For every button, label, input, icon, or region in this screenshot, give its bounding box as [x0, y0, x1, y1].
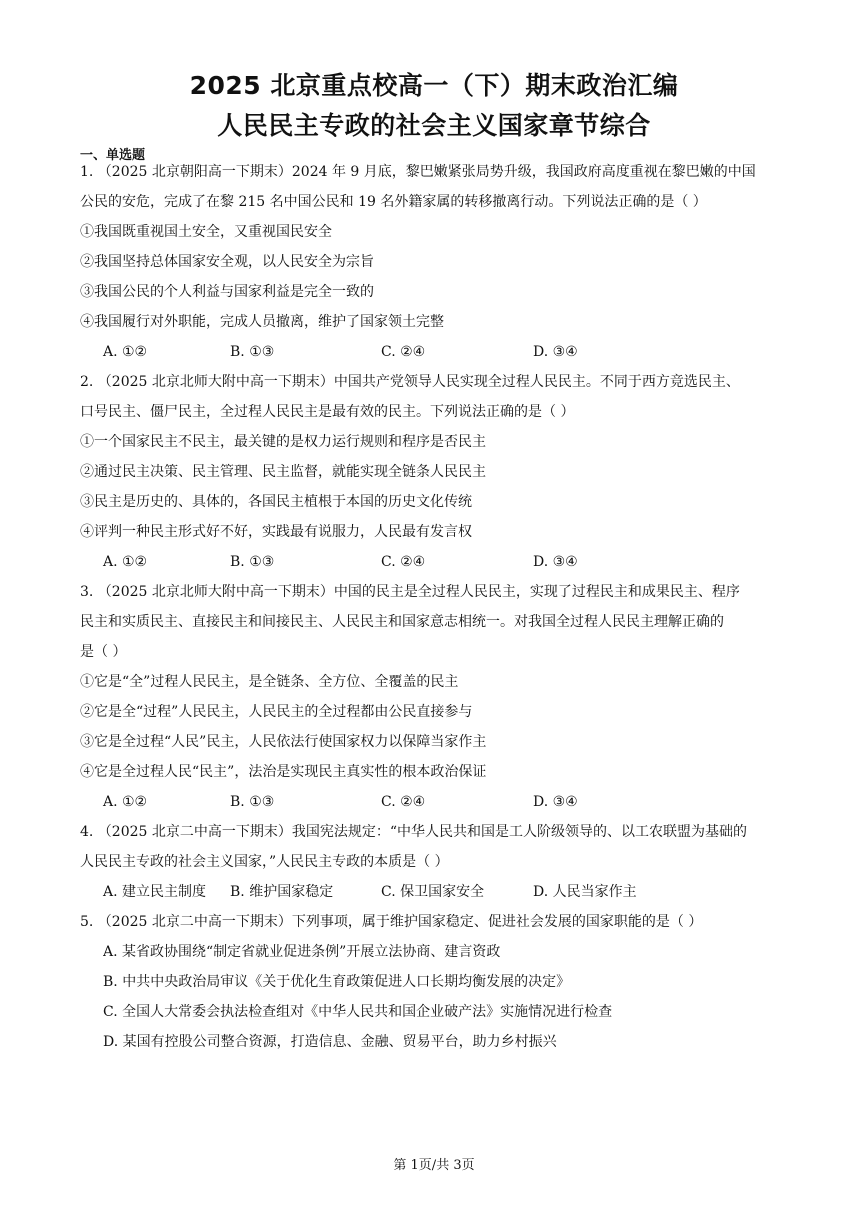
- q3-option-a: A. ①②: [103, 794, 148, 810]
- q1-option-c: C. ②④: [381, 344, 426, 360]
- q2-options: [103, 552, 803, 572]
- q1-statement-3: ③我国公民的个人利益与国家利益是完全一致的: [80, 284, 374, 300]
- q5-option-d: D. 某国有控股公司整合资源，打造信息、金融、贸易平台，助力乡村振兴: [103, 1034, 557, 1050]
- q1-option-b: B. ①③: [230, 344, 275, 360]
- q3-options: [103, 792, 803, 812]
- q2-stem-line-1: 2. （2025 北京北师大附中高一下期末）中国共产党领导人民实现全过程人民民主。不同于西方竞选民主、: [80, 374, 740, 390]
- q4-option-d: D. 人民当家作主: [533, 884, 637, 900]
- q4-stem-line-1: 4. （2025 北京二中高一下期末）我国宪法规定：“中华人民共和国是工人阶级领导的、以工农联盟为基础的: [80, 824, 748, 840]
- q2-option-a: A. ①②: [103, 554, 148, 570]
- q3-statement-3: ③它是全过程“人民”民主，人民依法行使国家权力以保障当家作主: [80, 734, 487, 750]
- q1-stem-line-2: 公民的安危，完成了在黎 215 名中国公民和 19 名外籍家属的转移撤离行动。下列说法正确的是（ ）: [80, 194, 707, 210]
- page-subtitle: 人民民主专政的社会主义国家章节综合: [217, 111, 651, 140]
- q2-statement-1: ①一个国家民主不民主，最关键的是权力运行规则和程序是否民主: [80, 434, 486, 450]
- q3-option-b: B. ①③: [230, 794, 275, 810]
- q5-stem-line-1: 5. （2025 北京二中高一下期末）下列事项，属于维护国家稳定、促进社会发展的国家职能的是（ ）: [80, 914, 703, 930]
- q2-option-c: C. ②④: [381, 554, 426, 570]
- q3-option-c: C. ②④: [381, 794, 426, 810]
- q3-statement-1: ①它是“全”过程人民民主，是全链条、全方位、全覆盖的民主: [80, 674, 459, 690]
- q5-option-b: B. 中共中央政治局审议《关于优化生育政策促进人口长期均衡发展的决定》: [103, 974, 571, 990]
- q2-stem-line-2: 口号民主、僵尸民主，全过程人民民主是最有效的民主。下列说法正确的是（ ）: [80, 404, 575, 420]
- q4-option-b: B. 维护国家稳定: [230, 884, 334, 900]
- page-number-footer: 第 1页/共 3页: [393, 1158, 475, 1173]
- q2-statement-4: ④评判一种民主形式好不好，实践最有说服力，人民最有发言权: [80, 524, 472, 540]
- q4-options: [103, 882, 803, 902]
- q1-statement-4: ④我国履行对外职能，完成人员撤离，维护了国家领土完整: [80, 314, 444, 330]
- q3-option-d: D. ③④: [533, 794, 578, 810]
- q5-option-a: A. 某省政协围绕“制定省就业促进条例”开展立法协商、建言资政: [103, 944, 501, 960]
- q2-option-d: D. ③④: [533, 554, 578, 570]
- q2-statement-2: ②通过民主决策、民主管理、民主监督，就能实现全链条人民民主: [80, 464, 486, 480]
- q3-stem-line-1: 3. （2025 北京北师大附中高一下期末）中国的民主是全过程人民民主，实现了过程民主和成果民主、程序: [80, 584, 740, 600]
- q1-option-d: D. ③④: [533, 344, 578, 360]
- q4-option-c: C. 保卫国家安全: [381, 884, 485, 900]
- page-title: 2025 北京重点校高一（下）期末政治汇编: [189, 71, 679, 100]
- q1-statement-1: ①我国既重视国土安全，又重视国民安全: [80, 224, 332, 240]
- q2-option-b: B. ①③: [230, 554, 275, 570]
- q5-option-c: C. 全国人大常委会执法检查组对《中华人民共和国企业破产法》实施情况进行检查: [103, 1004, 613, 1020]
- q3-statement-2: ②它是全“过程”人民民主，人民民主的全过程都由公民直接参与: [80, 704, 473, 720]
- q2-statement-3: ③民主是历史的、具体的，各国民主植根于本国的历史文化传统: [80, 494, 472, 510]
- q3-stem-line-3: 是（ ）: [80, 644, 127, 660]
- section-heading: 一、单选题: [80, 148, 146, 163]
- q1-statement-2: ②我国坚持总体国家安全观，以人民安全为宗旨: [80, 254, 374, 270]
- q4-stem-line-2: 人民民主专政的社会主义国家，”人民民主专政的本质是（ ）: [80, 854, 449, 870]
- q3-statement-4: ④它是全过程人民“民主”，法治是实现民主真实性的根本政治保证: [80, 764, 487, 780]
- q1-option-a: A. ①②: [103, 344, 148, 360]
- q1-stem-line-1: 1. （2025 北京朝阳高一下期末）2024 年 9 月底，黎巴嫩紧张局势升级，我国政府高度重视在黎巴嫩的中国: [80, 164, 756, 180]
- q3-stem-line-2: 民主和实质民主、直接民主和间接民主、人民民主和国家意志相统一。对我国全过程人民民主理解正确的: [80, 614, 724, 630]
- q1-options: [103, 342, 803, 362]
- q4-option-a: A. 建立民主制度: [103, 884, 207, 900]
